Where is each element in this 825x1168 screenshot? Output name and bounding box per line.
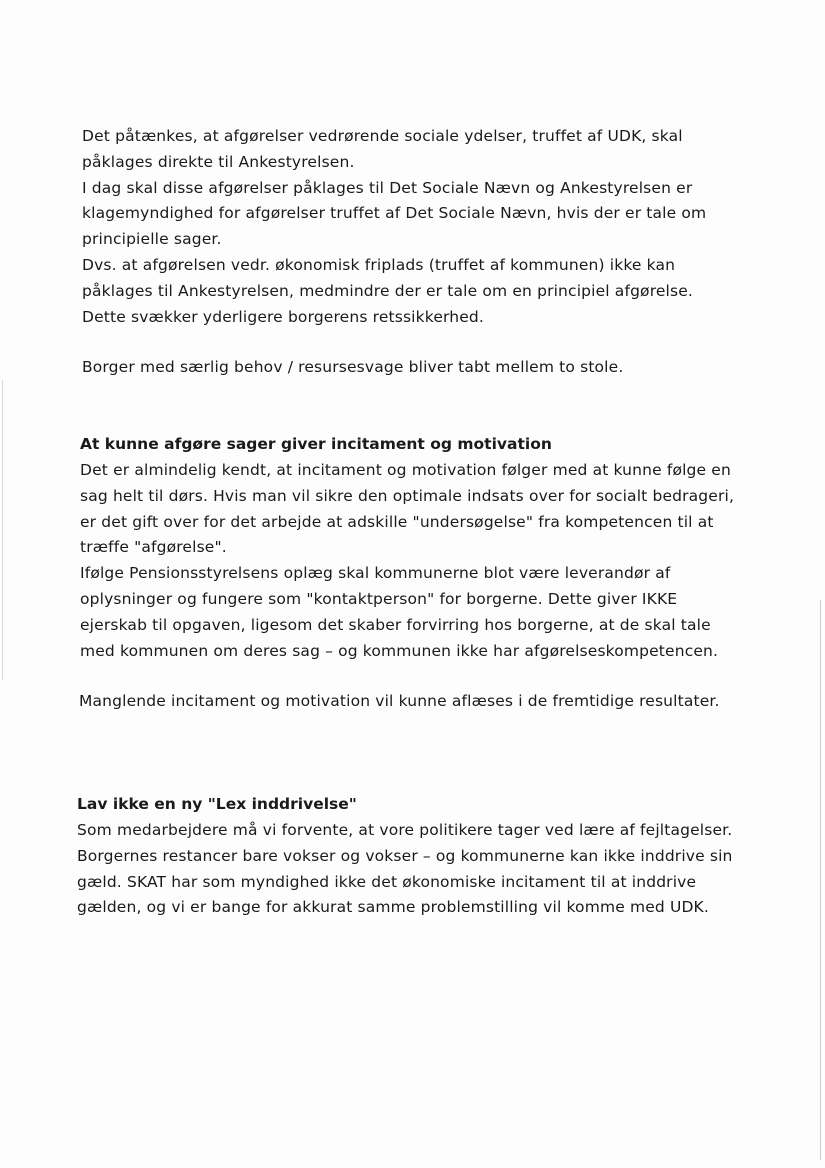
text-line: Manglende incitament og motivation vil kunne aflæses i de fremtidige resultater. (79, 692, 720, 710)
text-line: er det gift over for det arbejde at adskille "undersøgelse" fra kompetencen til at (80, 512, 714, 531)
text-line: påklages direkte til Ankestyrelsen. (82, 152, 355, 171)
text-line: gæld. SKAT har som myndighed ikke det økonomiske incitament til at inddrive (77, 872, 697, 891)
text-line: sag helt til dørs. Hvis man vil sikre den optimale indsats over for socialt bedrageri, (80, 486, 735, 505)
text-line: Som medarbejdere må vi forvente, at vore politikere tager ved lære af fejltagelser. (77, 821, 733, 839)
section-3-paragraph (77, 818, 733, 921)
text-line: Dette svækker yderligere borgerens retssikkerhed. (82, 307, 485, 326)
section-1-closing (82, 355, 623, 381)
scan-edge-mark (820, 600, 821, 1160)
text-line: med kommunen om deres sag – og kommunen ikke har afgørelseskompetencen. (80, 641, 719, 660)
text-line: Borger med særlig behov / resursesvage bliver tabt mellem to stole. (82, 358, 624, 376)
section-3-heading: Lav ikke en ny "Lex inddrivelse" (77, 795, 357, 813)
section-1-paragraph (82, 124, 706, 330)
section-2-paragraph (80, 458, 734, 664)
text-line: ejerskab til opgaven, ligesom det skaber forvirring hos borgerne, at de skal tale (80, 615, 711, 634)
text-line: Borgernes restancer bare vokser og vokser – og kommunerne kan ikke inddrive sin (77, 846, 733, 865)
text-line: oplysninger og fungere som "kontaktperson" for borgerne. Dette giver IKKE (80, 589, 678, 608)
text-line: principielle sager. (82, 230, 222, 249)
text-line: træffe "afgørelse". (80, 538, 227, 557)
text-line: I dag skal disse afgørelser påklages til Det Sociale Nævn og Ankestyrelsen er (82, 178, 693, 197)
scan-edge-mark (2, 380, 3, 680)
text-line: gælden, og vi er bange for akkurat samme problemstilling vil komme med UDK. (77, 898, 709, 917)
text-line: påklages til Ankestyrelsen, medmindre der er tale om en principiel afgørelse. (82, 281, 694, 300)
text-line: Det påtænkes, at afgørelser vedrørende sociale ydelser, truffet af UDK, skal (82, 127, 683, 145)
text-line: Dvs. at afgørelsen vedr. økonomisk friplads (truffet af kommunen) ikke kan (82, 255, 676, 274)
text-line: Det er almindelig kendt, at incitament og motivation følger med at kunne følge en (80, 461, 731, 479)
section-2-closing (79, 689, 720, 715)
text-line: Ifølge Pensionsstyrelsens oplæg skal kommunerne blot være leverandør af (80, 564, 671, 583)
text-line: klagemyndighed for afgørelser truffet af Det Sociale Nævn, hvis der er tale om (82, 204, 707, 223)
section-2-heading: At kunne afgøre sager giver incitament og motivation (80, 435, 552, 453)
